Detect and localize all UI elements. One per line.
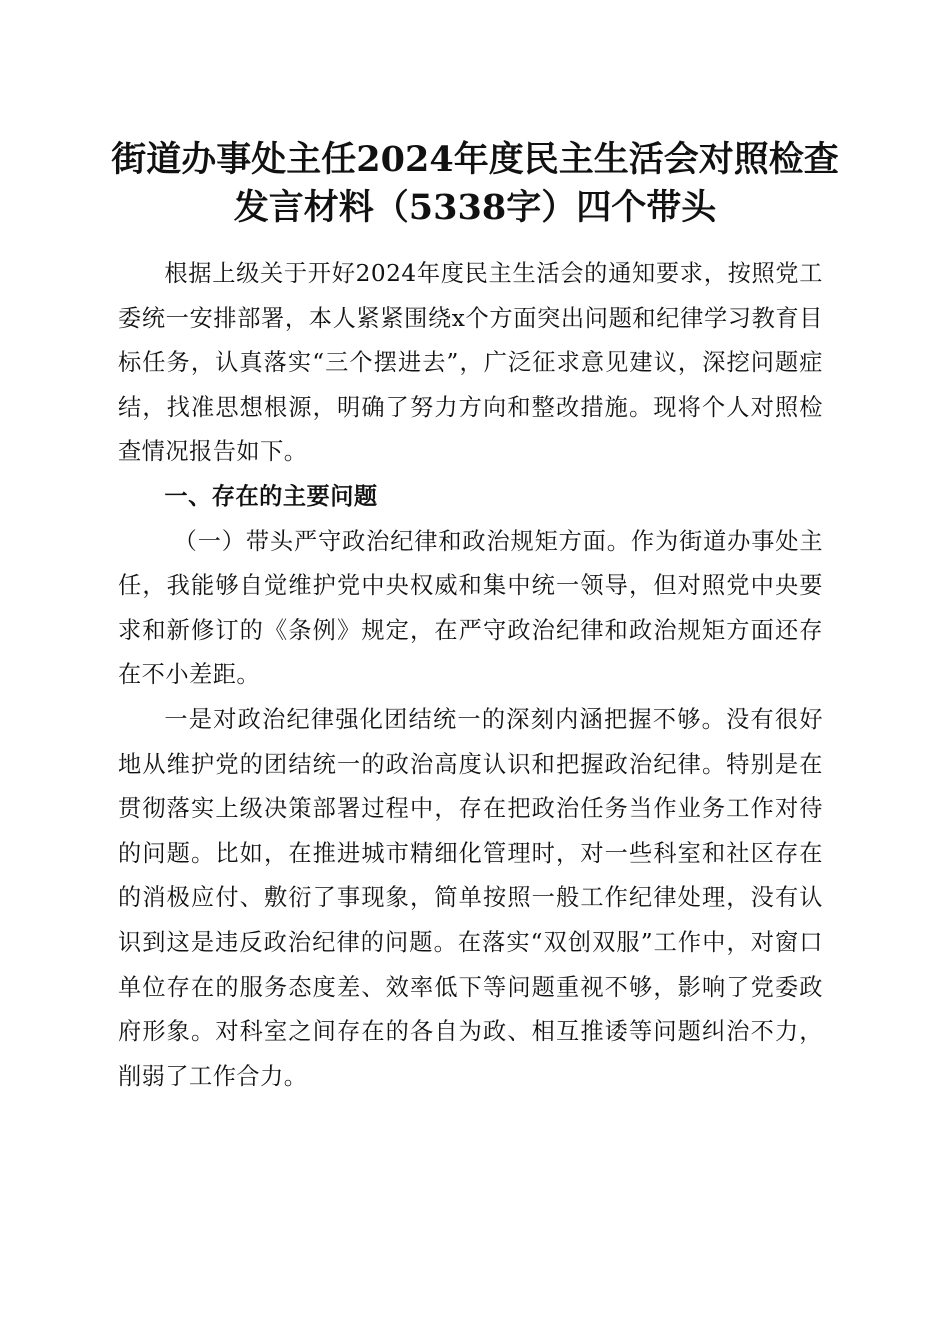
subsection-lead: （一）带头严守政治纪律和政治规矩方面。 [173,527,631,555]
point-text: 没有很好地从维护党的团结统一的政治高度认识和把握政治纪律。特别是在贯彻落实上级决策部署过程中，存在把政治任务当作业务工作对待的问题。比如，在推进城市精细化管理时，对一些科室和社区存在的消极应付、敷衍了事现象，简单按照一般工作纪律处理，没有认识到这是违反政治纪律的问题。在落实“双创双服”工作中，对窗口单位存在的服务态度差、效率低下等问题重视不够，影响了党委政府形象。对科室之间存在的各自为政、相互推诿等问题纠治不力，削弱了工作合力。 [118,705,824,1090]
intro-paragraph: 根据上级关于开好2024年度民主生活会的通知要求，按照党工委统一安排部署，本人紧紧围绕x个方面突出问题和纪律学习教育目标任务，认真落实“三个摆进去”，广泛征求意见建议，深挖问题症结，找准思想根源，明确了努力方向和整改措施。现将个人对照检查情况报告如下。 [118,260,823,466]
subsection-paragraph [118,520,823,698]
point-lead: 一是对政治纪律强化团结统一的深刻内涵把握不够。 [164,705,727,733]
point-paragraph [118,698,823,1099]
document-title: 街道办事处主任2024年度民主生活会对照检查发言材料（5338字）四个带头 [111,139,839,228]
section-heading: 一、存在的主要问题 [164,482,378,510]
document-body [118,252,823,1099]
subsection-text: 作为街道办事处主任，我能够自觉维护党中央权威和集中统一领导，但对照党中央要求和新修订的《条例》规定，在严守政治纪律和政治规矩方面还存在不小差距。 [118,527,824,689]
